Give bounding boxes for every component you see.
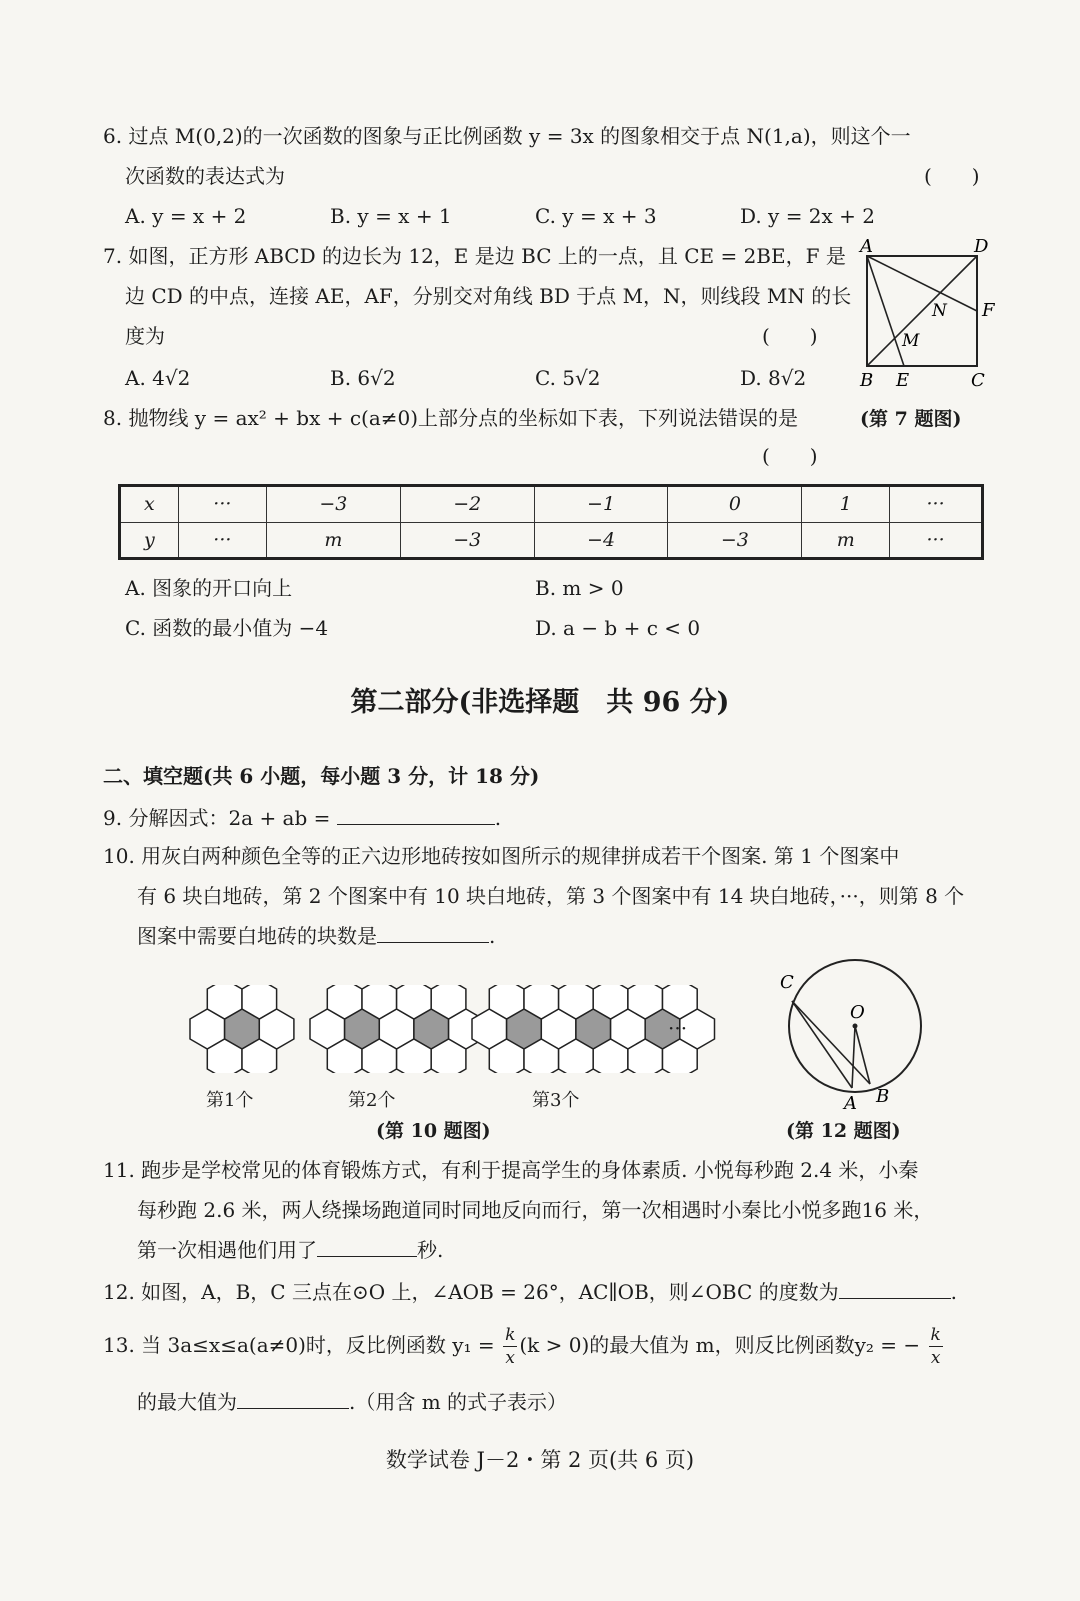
fig12-label-o: O: [850, 1002, 865, 1023]
center-o-point: [853, 1024, 858, 1029]
q6-line1: 6. 过点 M(0,2)的一次函数的图象与正比例函数 y = 3x 的图象相交于点 N(1,a)，则这个一: [103, 124, 911, 148]
q8-option-b: B. m > 0: [535, 576, 624, 600]
q7-line2: 边 CD 的中点，连接 AE，AF，分别交对角线 BD 于点 M，N，则线段 MN 的长: [125, 284, 852, 308]
q10-end: .: [489, 924, 496, 948]
q10-figure-caption: (第 10 题图): [376, 1120, 491, 1142]
q8-line1: 8. 抛物线 y = ax² + bx + c(a≠0)上部分点的坐标如下表，下列说法错误的是: [103, 406, 799, 430]
q7-option-a: A. 4√2: [125, 366, 191, 390]
table-cell: x: [120, 486, 179, 523]
frac-numerator: k: [505, 1325, 516, 1345]
q13-line2: [137, 1382, 567, 1422]
q6-option-a: A. y = x + 2: [125, 204, 247, 228]
q13-end: .（用含 m 的式子表示）: [349, 1390, 568, 1414]
table-cell: m: [266, 522, 400, 559]
q11-line2: 每秒跑 2.6 米，两人绕操场跑道同时同地反向而行，第一次相遇时小秦比小悦多跑16 米，: [137, 1198, 934, 1222]
q10-answer-blank[interactable]: [377, 922, 489, 943]
part2-title: 第二部分(非选择题 共 96 分): [350, 687, 730, 718]
q8-option-d: D. a − b + c < 0: [535, 616, 701, 640]
q6-line2: 次函数的表达式为: [125, 164, 285, 188]
q11-line3: [137, 1230, 443, 1270]
q10-pattern-label-2: 第2个: [348, 1090, 396, 1111]
fig7-label-f: F: [982, 300, 995, 321]
q13-fraction-y2: [929, 1324, 943, 1369]
q10-line1: 10. 用灰白两种颜色全等的正六边形地砖按如图所示的规律拼成若干个图案. 第 1 个图案中: [103, 844, 900, 868]
table-cell: 0: [668, 486, 802, 523]
table-row-x: [120, 486, 983, 523]
q8-answer-paren: ( ): [762, 444, 818, 468]
fig7-label-m: M: [902, 331, 920, 351]
q11-answer-blank[interactable]: [317, 1236, 417, 1257]
q7-option-b: B. 6√2: [330, 366, 396, 390]
q7-answer-paren: ( ): [762, 324, 818, 348]
q6-answer-paren: ( ): [924, 164, 980, 188]
table-cell: −1: [534, 486, 668, 523]
q13-part1: 13. 当 3a≤x≤a(a≠0)时，反比例函数 y₁ =: [103, 1333, 495, 1357]
q13-answer-blank[interactable]: [237, 1388, 349, 1409]
q10-text: 图案中需要白地砖的块数是: [137, 924, 377, 948]
fig7-label-d: D: [974, 236, 989, 257]
q10-pattern-label-3: 第3个: [532, 1090, 580, 1111]
q6-option-d: D. y = 2x + 2: [740, 204, 876, 228]
table-cell: ···: [178, 486, 266, 523]
q13-fraction-y1: [503, 1324, 517, 1369]
q9-line: [103, 798, 501, 838]
fig12-label-c: C: [780, 972, 794, 993]
table-cell: −3: [668, 522, 802, 559]
q12-end: .: [950, 1280, 958, 1304]
q9-answer-blank[interactable]: [337, 804, 495, 825]
fig7-label-a: A: [860, 236, 873, 257]
section2-title: 二、填空题(共 6 小题，每小题 3 分，计 18 分): [103, 764, 540, 788]
page-footer: 数学试卷 J－2・第 2 页(共 6 页): [385, 1448, 695, 1472]
q11-end: 秒.: [417, 1238, 444, 1262]
q13-line1: [103, 1320, 945, 1370]
q12-answer-blank[interactable]: [839, 1278, 951, 1299]
q8-option-a: A. 图象的开口向上: [125, 576, 293, 600]
q7-line1: 7. 如图，正方形 ABCD 的边长为 12，E 是边 BC 上的一点，且 CE = 2BE，F 是: [103, 244, 846, 268]
q12-circle-figure: [770, 956, 950, 1116]
chord-ca: [792, 1001, 852, 1088]
frac-denominator: x: [505, 1348, 516, 1368]
table-cell: ···: [890, 522, 983, 559]
q12-figure-caption: (第 12 题图): [786, 1120, 901, 1142]
diagonal-bd: [867, 256, 977, 366]
q13-part2: (k > 0)的最大值为 m，则反比例函数y₂ = −: [519, 1333, 921, 1357]
table-cell: −2: [400, 486, 534, 523]
radius-oa: [852, 1026, 855, 1088]
q7-option-c: C. 5√2: [535, 366, 601, 390]
q12-text: 12. 如图，A，B，C 三点在⊙O 上，∠AOB = 26°，AC∥OB，则∠OBC 的度数为: [103, 1280, 839, 1304]
q7-line3: 度为: [125, 324, 165, 348]
table-cell: −3: [400, 522, 534, 559]
table-cell: m: [802, 522, 890, 559]
fig7-label-b: B: [860, 370, 874, 391]
q8-value-table: [118, 484, 984, 560]
q7-square-figure: [850, 234, 1010, 394]
table-cell: −4: [534, 522, 668, 559]
q10-hexagon-patterns: [180, 985, 720, 1073]
frac-denominator: x: [930, 1348, 941, 1368]
table-cell: −3: [266, 486, 400, 523]
frac-numerator: k: [930, 1325, 941, 1345]
q10-ellipsis: ···: [668, 1016, 688, 1040]
table-cell: y: [120, 522, 179, 559]
table-cell: ···: [178, 522, 266, 559]
fig12-label-b: B: [876, 1086, 890, 1107]
q10-line3: [137, 916, 495, 956]
table-cell: 1: [802, 486, 890, 523]
table-row-y: [120, 522, 983, 559]
q6-option-b: B. y = x + 1: [330, 204, 452, 228]
q11-line1: 11. 跑步是学校常见的体育锻炼方式，有利于提高学生的身体素质. 小悦每秒跑 2.4 米，小秦: [103, 1158, 919, 1182]
table-cell: ···: [890, 486, 983, 523]
q6-option-c: C. y = x + 3: [535, 204, 657, 228]
q12-line: [103, 1272, 957, 1312]
q10-line2: 有 6 块白地砖，第 2 个图案中有 10 块白地砖，第 3 个图案中有 14 块白地砖，···，则第 8 个: [137, 884, 965, 908]
q13-text2: 的最大值为: [137, 1390, 237, 1414]
q7-option-d: D. 8√2: [740, 366, 807, 390]
q7-figure-caption: (第 7 题图): [860, 408, 962, 430]
fig7-label-c: C: [971, 370, 985, 391]
q9-end: .: [494, 806, 502, 830]
q10-pattern-label-1: 第1个: [206, 1090, 254, 1111]
fig12-label-a: A: [844, 1093, 857, 1114]
fig7-label-e: E: [896, 370, 910, 391]
q8-option-c: C. 函数的最小值为 −4: [125, 616, 329, 640]
q11-text: 第一次相遇他们用了: [137, 1238, 317, 1262]
q9-text: 9. 分解因式：2a + ab =: [103, 806, 331, 830]
fig7-label-n: N: [932, 301, 947, 321]
